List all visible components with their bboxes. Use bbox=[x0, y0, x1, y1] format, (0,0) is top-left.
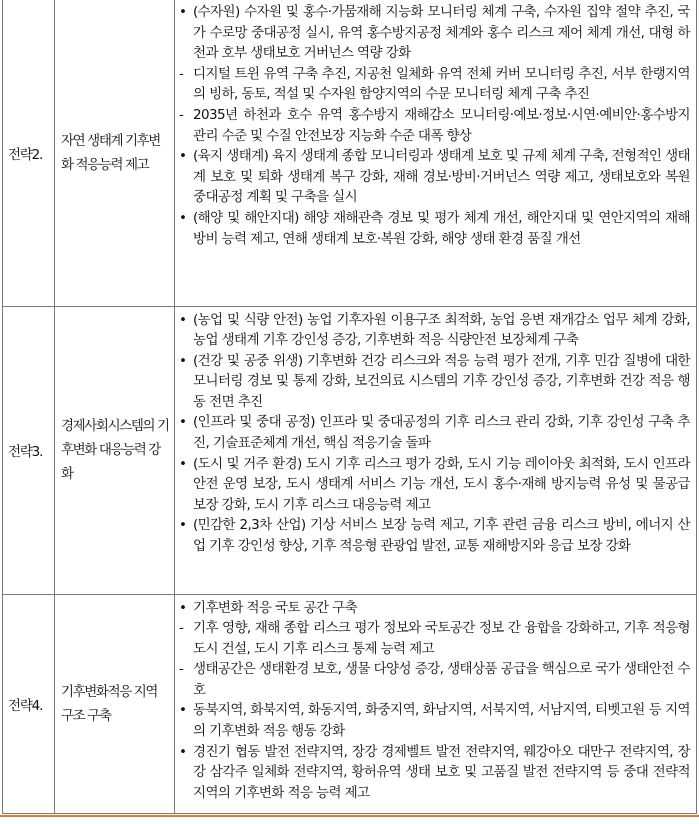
list-item bbox=[175, 700, 696, 741]
bullet-marker: • bbox=[179, 743, 187, 760]
bullet-marker: - bbox=[179, 620, 184, 637]
item-text: 경진기 협동 발전 전략지역, 장강 경제벨트 발전 전략지역, 웨강아오 대만구 전략지역, 장강 삼각주 일체화 전략지역, 황허유역 생태 보호 및 고품질 발전 전략지역 등 중대 전략적 지역의 기후변화 적응 능력 제고 bbox=[193, 743, 690, 801]
list-item bbox=[175, 659, 696, 700]
bullet-marker: - bbox=[179, 65, 184, 82]
item-text: (인프라 및 중대 공정) 인프라 및 중대공정의 기후 리스크 관리 강화, 기후 강인성 구축 추진, 기술표준체계 개선, 핵심 적응기술 돌파 bbox=[193, 414, 690, 452]
bottom-rule bbox=[0, 815, 699, 817]
item-text: 기후변화 적응 국토 공간 구축 bbox=[193, 599, 358, 616]
bullet-marker: • bbox=[179, 702, 187, 719]
bullet-marker: • bbox=[179, 4, 187, 20]
bullet-marker: • bbox=[179, 455, 187, 472]
item-text: 2035년 하천과 호수 유역 홍수방지 재해감소 모니터링·예보·정보·시연·예비안·홍수방지 관리 수준 및 수질 안전보장 지능화 수준 대폭 향상 bbox=[193, 106, 690, 144]
list-item bbox=[175, 146, 696, 208]
item-text: (농업 및 식량 안전) 농업 기후자원 이용구조 최적화, 농업 응변 재개감소 업무 체계 강화, 농업 생태계 기후 강인성 증강, 기후변화 적응 식량안전 보장체계 구축 bbox=[193, 311, 690, 349]
bullet-marker: • bbox=[179, 352, 187, 369]
item-text: (민감한 2,3차 산업) 기상 서비스 보장 능력 제고, 기후 관련 금융 리스크 방비, 에너지 산업 기후 강인성 향상, 기후 적응형 관광업 발전, 교통 재해방지와 응급 보장 강화 bbox=[193, 517, 690, 555]
strategy-row bbox=[3, 306, 697, 594]
strategy-table bbox=[2, 0, 697, 814]
bullet-marker: • bbox=[179, 599, 187, 616]
strategy-label: 전략2. bbox=[3, 0, 55, 306]
item-text: 디지털 트윈 유역 구축 추진, 지공천 일체화 유역 전체 커버 모니터링 추진, 서부 한랭지역의 빙하, 동토, 적설 및 수자원 함양지역의 수문 모니터링 체계 구축 추진 bbox=[193, 65, 690, 103]
strategy-items bbox=[175, 594, 697, 813]
item-text: 생태공간은 생태환경 보호, 생물 다양성 증강, 생태상품 공급을 핵심으로 국가 생태안전 수호 bbox=[193, 661, 690, 698]
list-item bbox=[175, 105, 696, 146]
bullet-marker: • bbox=[179, 517, 187, 534]
list-item bbox=[175, 598, 696, 619]
list-item bbox=[175, 351, 696, 413]
strategy-row bbox=[3, 0, 697, 306]
strategy-items bbox=[175, 0, 697, 306]
item-text: (해양 및 해안지대) 해양 재해관측 경보 및 평가 체계 개선, 해안지대 및 연안지역의 재해 방비 능력 제고, 연해 생태계 보호·복원 강화, 해양 생태 환경 품질 개선 bbox=[193, 209, 690, 247]
item-text: (육지 생태계) 육지 생태계 종합 모니터링과 생태계 보호 및 규제 체계 구축, 전형적인 생태계 보호 및 퇴화 생태계 복구 강화, 재해 경보·방비·거버넌스 역량 제고, 생태보호와 복원 중대공정 계획 및 구축을 실시 bbox=[193, 148, 690, 206]
list-item bbox=[175, 208, 696, 249]
bullet-marker: • bbox=[179, 311, 187, 328]
item-text: (도시 및 거주 환경) 도시 기후 리스크 평가 강화, 도시 기능 레이아웃 최적화, 도시 인프라 안전 운영 보장, 도시 생태계 서비스 기능 개선, 도시 홍수·재해 방지능력 유성 및 물공급 보장 강화, 도시 기후 리스크 대응능력 제고 bbox=[193, 455, 690, 513]
list-item bbox=[175, 412, 696, 453]
list-item bbox=[175, 618, 696, 659]
list-item bbox=[175, 454, 696, 516]
bullet-marker: - bbox=[179, 106, 184, 123]
item-text: (건강 및 공중 위생) 기후변화 건강 리스크와 적응 능력 평가 전개, 기후 민감 질병에 대한 모니터링 경보 및 통제 강화, 보건의료 시스템의 기후 강인성 증강, 기후변화 건강 적응 행동 전면 추진 bbox=[193, 352, 690, 410]
list-item bbox=[175, 64, 696, 105]
strategy-row bbox=[3, 594, 697, 813]
item-text: (수자원) 수자원 및 홍수·가뭄재해 지능화 모니터링 체계 구축, 수자원 집약 절약 추진, 국가 수로망 중대공정 실시, 유역 홍수방지공정 체계와 홍수 리스크 제어 체계 개선, 대형 하천과 호부 생태보호 거버넌스 역량 강화 bbox=[193, 4, 690, 62]
bullet-marker: • bbox=[179, 414, 187, 431]
item-text: 기후 영향, 재해 종합 리스크 평가 정보와 국토공간 정보 간 융합을 강화하고, 기후 적응형 도시 건설, 도시 기후 리스크 통제 능력 제고 bbox=[193, 620, 690, 657]
strategy-title: 기후변화적응 지역 구조 구축 bbox=[55, 594, 175, 813]
bullet-marker: • bbox=[179, 148, 187, 165]
bullet-marker: • bbox=[179, 209, 187, 226]
list-item bbox=[175, 310, 696, 351]
list-item bbox=[175, 2, 696, 64]
strategy-label: 전략3. bbox=[3, 306, 55, 594]
list-item bbox=[175, 515, 696, 556]
bullet-marker: - bbox=[179, 661, 184, 678]
list-item bbox=[175, 742, 696, 804]
strategy-items bbox=[175, 306, 697, 594]
strategy-label: 전략4. bbox=[3, 594, 55, 813]
strategy-title: 자연 생태계 기후변화 적응능력 제고 bbox=[55, 0, 175, 306]
strategy-title: 경제사회시스템의 기후변화 대응능력 강화 bbox=[55, 306, 175, 594]
item-text: 동북지역, 화북지역, 화동지역, 화중지역, 화남지역, 서북지역, 서남지역, 티벳고원 등 지역의 기후변화 적응 행동 강화 bbox=[193, 702, 690, 740]
